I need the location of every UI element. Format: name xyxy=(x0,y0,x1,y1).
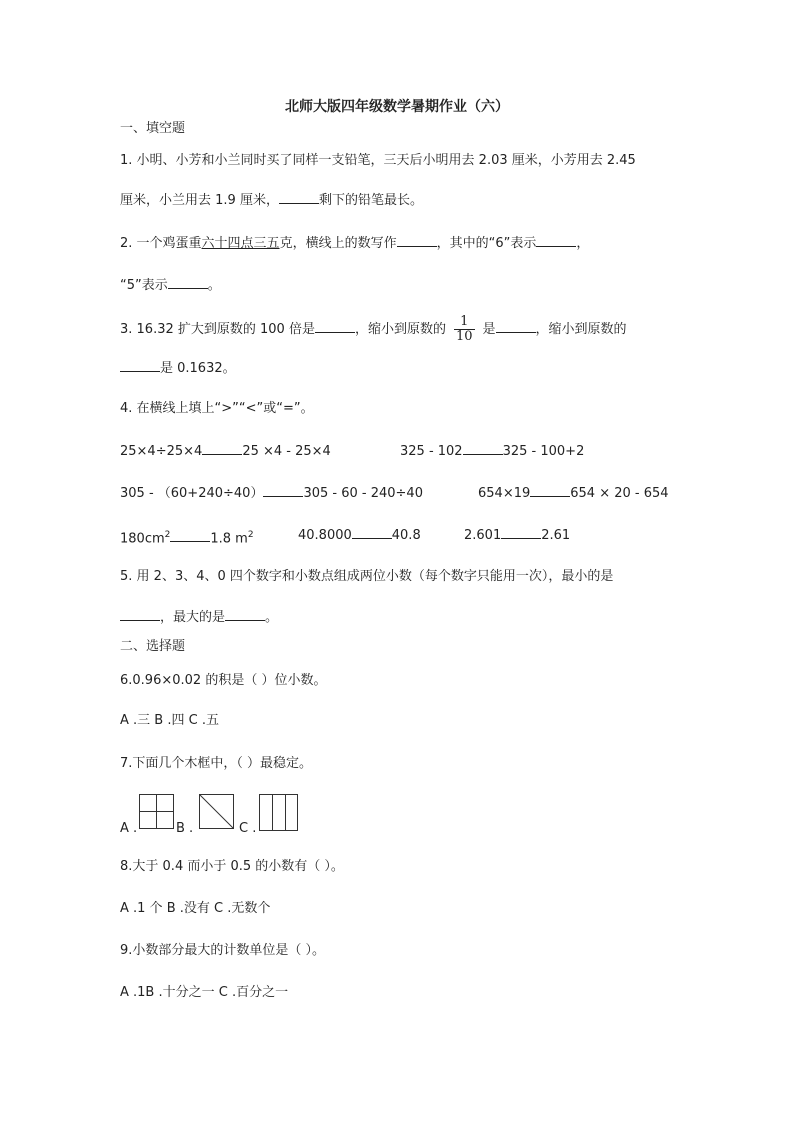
question-3-line-2 xyxy=(120,359,236,378)
compare-5 xyxy=(120,526,254,548)
compare-6-left: 40.8000 xyxy=(298,528,352,543)
q3-text-c: 是 xyxy=(482,322,496,337)
compare-3-left: 305 - （60+240÷40） xyxy=(120,486,264,501)
compare-1-blank[interactable] xyxy=(202,442,242,455)
compare-6-blank[interactable] xyxy=(352,526,392,539)
compare-4-left: 654×19 xyxy=(478,486,531,501)
q5-blank-1[interactable] xyxy=(120,608,160,621)
q2-blank-2[interactable] xyxy=(536,234,576,247)
compare-3-right: 305 - 60 - 240÷40 xyxy=(303,486,423,501)
compare-5-right-exponent: 2 xyxy=(247,530,254,540)
q3-text-line2b: 是 0.1632。 xyxy=(160,361,236,376)
q1-text-b: 剩下的铅笔最长。 xyxy=(318,193,423,208)
fraction-numerator: 1 xyxy=(454,315,475,330)
compare-3-blank[interactable] xyxy=(263,484,303,497)
q3-blank-1[interactable] xyxy=(315,320,355,333)
compare-2-left: 325 - 102 xyxy=(400,444,463,459)
compare-4-right: 654 × 20 - 654 xyxy=(570,486,669,501)
question-1-line-1: 1. 小明、小芳和小兰同时买了同样一支铅笔，三天后小明用去 2.03 厘米，小芳用去 2.45 xyxy=(120,153,636,168)
question-6-stem: 6.0.96×0.02 的积是（ ）位小数。 xyxy=(120,673,327,688)
q1-text-a: 厘米，小兰用去 1.9 厘米， xyxy=(120,193,279,208)
frame-grid-figure xyxy=(139,794,175,830)
q2-text-line2b: 。 xyxy=(207,278,221,293)
compare-5-blank[interactable] xyxy=(170,529,210,542)
fraction-one-tenth xyxy=(454,315,475,344)
question-5-line-1: 5. 用 2、3、4、0 四个数字和小数点组成两位小数（每个数字只能用一次），最小的是 xyxy=(120,569,614,584)
compare-1-right: 25 ×4 - 25×4 xyxy=(242,444,331,459)
compare-7-left: 2.601 xyxy=(464,528,502,543)
q2-blank-1[interactable] xyxy=(397,234,437,247)
q2-blank-3[interactable] xyxy=(168,276,208,289)
option-a-label: A . xyxy=(120,821,138,836)
question-9-stem: 9.小数部分最大的计数单位是（ ）。 xyxy=(120,943,326,958)
option-b-label: B . xyxy=(176,821,194,836)
question-3-line-1 xyxy=(120,312,627,348)
question-2-line-1 xyxy=(120,234,589,253)
question-9-options: A .1B .十分之一 C .百分之一 xyxy=(120,985,289,1000)
question-2-line-2 xyxy=(120,276,221,295)
question-7-stem: 7.下面几个木框中，（ ）最稳定。 xyxy=(120,756,313,771)
q2-underlined-number: 六十四点三五 xyxy=(201,236,280,251)
question-8-options: A .1 个 B .没有 C .无数个 xyxy=(120,901,271,916)
q3-blank-3[interactable] xyxy=(120,359,160,372)
frame-diagonal-figure xyxy=(199,794,235,830)
compare-5-right: 1.8 m xyxy=(210,531,248,547)
compare-2-blank[interactable] xyxy=(463,442,503,455)
q3-text-b: ，缩小到原数的 xyxy=(354,322,446,337)
compare-5-left-exponent: 2 xyxy=(164,530,171,540)
question-8-stem: 8.大于 0.4 而小于 0.5 的小数有（ ）。 xyxy=(120,859,344,874)
q2-text-b: 克，横线上的数写作 xyxy=(279,236,397,251)
q5-blank-2[interactable] xyxy=(225,608,265,621)
compare-5-left: 180cm xyxy=(120,531,165,547)
q5-text-b: 。 xyxy=(265,610,279,625)
page-title: 北师大版四年级数学暑期作业（六） xyxy=(285,99,509,115)
option-c-label: C . xyxy=(239,821,257,836)
question-1-line-2 xyxy=(120,191,423,210)
q2-text-d: ， xyxy=(576,236,590,251)
section-heading-fill-blank: 一、填空题 xyxy=(120,121,186,136)
question-5-line-2 xyxy=(120,608,278,627)
frame-vertical-bars-figure xyxy=(259,794,299,832)
compare-6 xyxy=(298,526,421,545)
fraction-denominator: 10 xyxy=(455,329,473,344)
compare-1-left: 25×4÷25×4 xyxy=(120,444,203,459)
q2-text-line2a: “5”表示 xyxy=(120,278,168,293)
compare-2-right: 325 - 100+2 xyxy=(502,444,585,459)
compare-4 xyxy=(478,484,669,503)
compare-1 xyxy=(120,442,331,461)
q5-text-a: ，最大的是 xyxy=(160,610,226,625)
q3-blank-2[interactable] xyxy=(496,320,536,333)
compare-3 xyxy=(120,484,423,503)
question-6-options: A .三 B .四 C .五 xyxy=(120,713,219,728)
compare-7-blank[interactable] xyxy=(501,526,541,539)
compare-7 xyxy=(464,526,570,545)
q3-text-d: ，缩小到原数的 xyxy=(535,322,627,337)
compare-2 xyxy=(400,442,584,461)
q1-blank[interactable] xyxy=(279,191,319,204)
compare-6-right: 40.8 xyxy=(391,528,421,543)
q3-text-a: 3. 16.32 扩大到原数的 100 倍是 xyxy=(120,322,315,337)
q2-text-a: 2. 一个鸡蛋重 xyxy=(120,236,202,251)
section-heading-choice: 二、选择题 xyxy=(120,639,186,654)
compare-7-right: 2.61 xyxy=(541,528,571,543)
question-4-stem: 4. 在横线上填上“>”“<”或“=”。 xyxy=(120,401,314,416)
q2-text-c: ，其中的“6”表示 xyxy=(436,236,537,251)
compare-4-blank[interactable] xyxy=(530,484,570,497)
